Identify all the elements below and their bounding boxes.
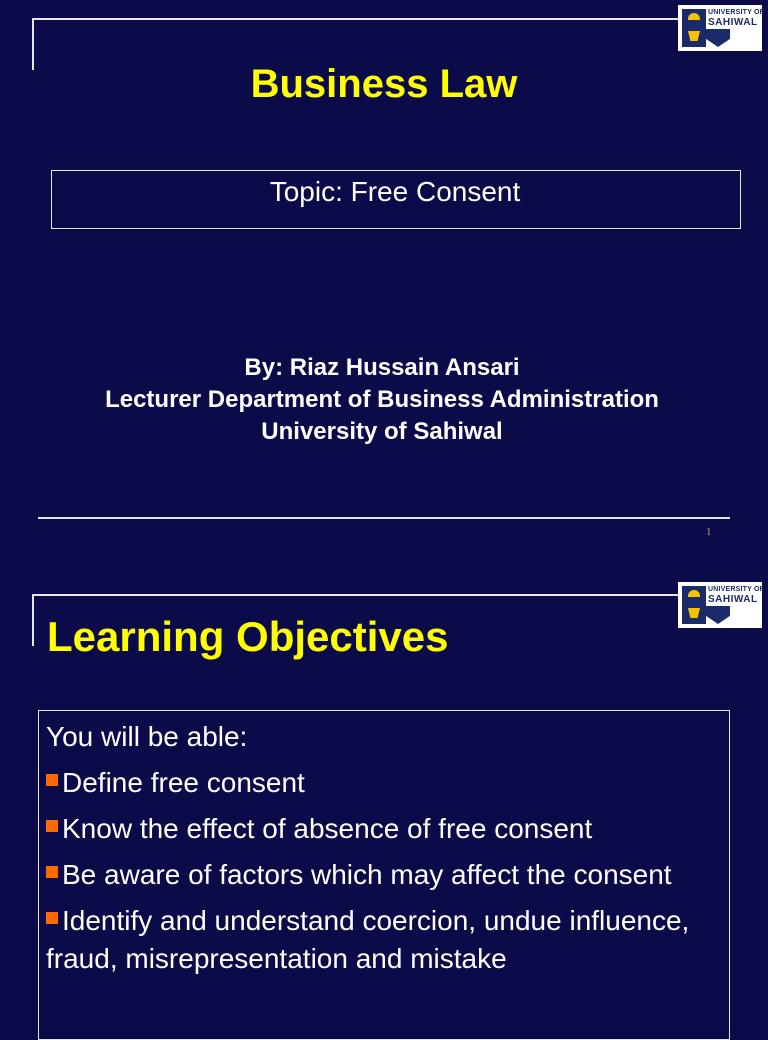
logo-line2: SAHIWAL xyxy=(708,17,758,28)
crest-icon xyxy=(682,9,706,47)
objectives-intro: You will be able: xyxy=(46,721,248,752)
frame-left-line xyxy=(32,594,34,646)
slide-title: Learning Objectives xyxy=(47,613,449,660)
frame-top-line xyxy=(32,18,678,20)
square-bullet-icon xyxy=(46,774,58,786)
frame-top-line xyxy=(32,594,678,596)
logo-line1: UNIVERSITY OF xyxy=(708,9,765,16)
objectives-slide xyxy=(0,550,768,1024)
author-block xyxy=(0,352,764,448)
square-bullet-icon xyxy=(46,820,58,832)
square-bullet-icon xyxy=(46,912,58,924)
topic-text: Topic: Free Consent xyxy=(269,176,521,207)
list-item xyxy=(46,902,716,978)
slide-title: Business Law xyxy=(250,62,518,106)
list-item xyxy=(46,764,716,802)
logo-line2: SAHIWAL xyxy=(708,594,758,605)
university-logo xyxy=(678,582,765,628)
objective-text: Be aware of factors which may affect the consent xyxy=(62,859,672,890)
university-logo xyxy=(678,5,765,51)
author-institution: University of Sahiwal xyxy=(261,418,503,445)
footer-rule xyxy=(38,517,730,519)
page-number: 1 xyxy=(706,526,712,538)
objective-text: Identify and understand coercion, undue influence, fraud, misrepresentation and mistake xyxy=(46,905,690,974)
objective-text: Define free consent xyxy=(62,767,305,798)
square-bullet-icon xyxy=(46,866,58,878)
author-name: By: Riaz Hussain Ansari xyxy=(244,354,520,381)
logo-line1: UNIVERSITY OF xyxy=(708,586,765,593)
objectives-list xyxy=(46,718,716,986)
list-item xyxy=(46,810,716,848)
list-item xyxy=(46,856,716,894)
crest-icon xyxy=(682,586,706,624)
shield-icon xyxy=(706,29,730,47)
author-position: Lecturer Department of Business Administration xyxy=(105,386,659,413)
shield-icon xyxy=(706,606,730,624)
objective-text: Know the effect of absence of free consent xyxy=(62,813,593,844)
